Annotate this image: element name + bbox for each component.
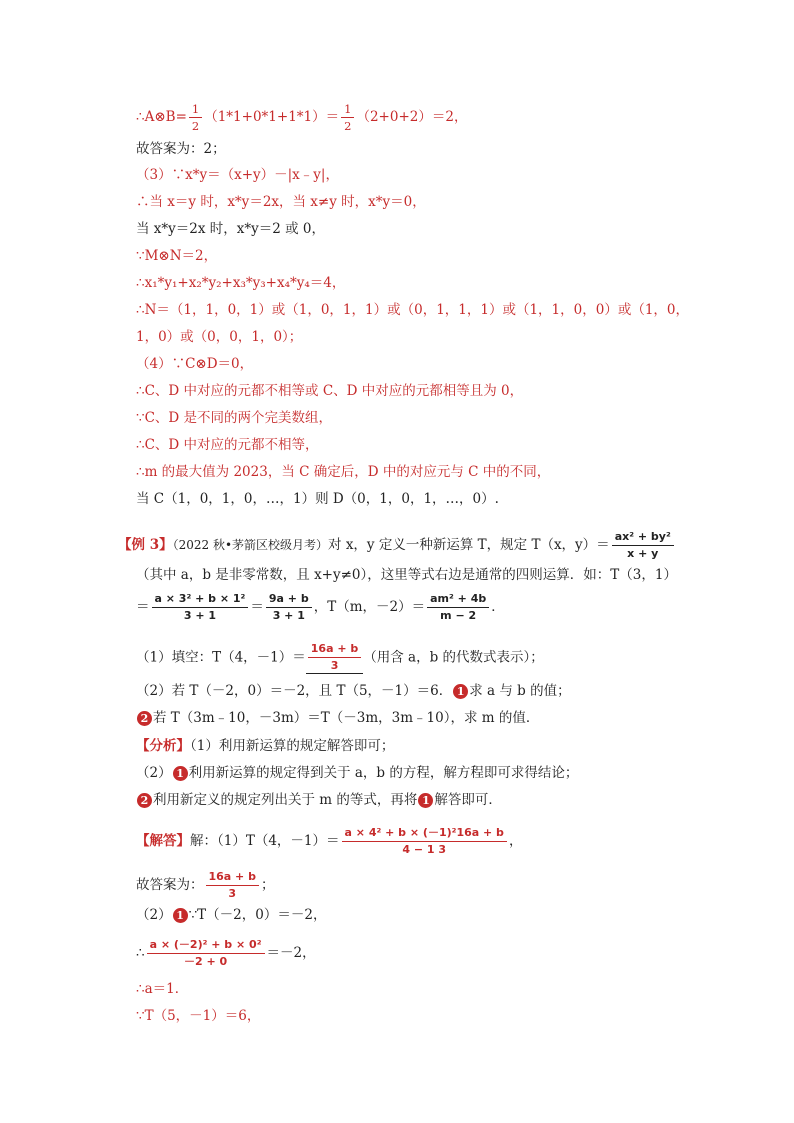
frac-den: 3 + 1 — [272, 609, 305, 622]
frac-num: 9a + b — [266, 592, 312, 608]
circled-one-icon: 1 — [418, 793, 433, 808]
frac-num: a × 3² + b × 1² — [152, 592, 249, 608]
solution-line: ∴C、D 中对应的元都不相等或 C、D 中对应的元都相等且为 0， — [136, 383, 524, 399]
example-text: 对 x，y 定义一种新运算 T，规定 T（x，y）＝ — [328, 537, 610, 553]
question-1 — [136, 642, 544, 674]
frac-den: 4 − 1 3 — [402, 843, 447, 856]
example-fraction — [152, 592, 249, 623]
analysis-line-1 — [136, 737, 394, 755]
solution-line-5: ∴a＝1． — [136, 981, 189, 997]
answer-line: 故答案为：2； — [136, 141, 226, 157]
text-segment: ＝ — [250, 599, 264, 615]
analysis-tag: 【分析】 — [136, 738, 190, 754]
solution-line: 1，0）或（0，0，1，0）； — [136, 329, 303, 345]
text-segment: （2）若 T（－2，0）＝－2，且 T（5，－1）＝6． — [136, 683, 453, 699]
text-segment: ∵T（－2，0）＝－2， — [188, 907, 327, 923]
example-source: （2022 秋•茅箭区校级月考） — [172, 538, 329, 552]
frac-den: 2 — [344, 119, 352, 133]
solution-line: ∴当 x＝y 时，x*y＝2x，当 x≠y 时，x*y＝0， — [136, 194, 426, 210]
circled-two-icon: 2 — [137, 711, 152, 726]
example-line-2: （其中 a，b 是非零常数，且 x+y≠0），这里等式右边是通常的四则运算．如：T（3，1） — [136, 567, 677, 583]
frac-num: 1 — [341, 102, 354, 118]
example-tag: 【例 3】 — [118, 537, 173, 553]
text-segment: 故答案为： — [136, 877, 204, 893]
example-fraction — [427, 592, 489, 623]
text-segment: （2+0+2）＝2， — [356, 109, 468, 125]
text-segment: （1）利用新运算的规定解答即可； — [190, 738, 395, 754]
solution-line: ∴m 的最大值为 2023，当 C 确定后，D 中的对应元与 C 中的不同， — [136, 464, 551, 480]
definition-fraction — [612, 530, 674, 561]
solution-line-3 — [136, 906, 326, 924]
text-segment: 解：（1）T（4，－1）＝ — [190, 833, 340, 849]
text-segment: 利用新定义的规定列出关于 m 的等式，再将 — [153, 792, 418, 808]
solution-line: 当 x*y＝2x 时，x*y＝2 或 0， — [136, 221, 326, 237]
analysis-line-2 — [136, 764, 578, 782]
example-fraction — [266, 592, 312, 623]
solution-fraction — [147, 938, 265, 969]
solution-tag: 【解答】 — [136, 833, 190, 849]
text-segment: ∴A⊗B= — [136, 109, 187, 125]
part4-line: （4）∵C⊗D＝0， — [136, 356, 254, 372]
answer-fraction — [206, 870, 259, 901]
text-segment: 求 a 与 b 的值； — [469, 683, 571, 699]
question-2b — [136, 709, 539, 727]
solution-line-1 — [136, 826, 522, 857]
frac-den: 2 — [191, 119, 200, 133]
solution-line: ∵M⊗N＝2， — [136, 248, 218, 264]
text-segment: 若 T（3m﹣10，－3m）＝T（－3m，3m﹣10），求 m 的值． — [153, 710, 540, 726]
solution-line: 当 C（1，0，1，0，…，1）则 D（0，1，0，1，…，0）. — [136, 491, 499, 507]
question-2 — [136, 682, 571, 700]
frac-num: 16a + b — [206, 870, 259, 886]
text-segment: ∴ — [136, 945, 145, 961]
text-segment: ＝ — [136, 599, 150, 615]
solution-line-2 — [136, 870, 274, 901]
text-segment: ＝－2， — [266, 945, 316, 961]
answer-fraction — [308, 642, 361, 673]
frac-num: a × (－2)² + b × 0² — [147, 938, 265, 954]
solution-line: ∴C、D 中对应的元都不相等， — [136, 437, 319, 453]
text-segment: ． — [491, 599, 505, 615]
text-segment: （1）填空：T（4，－1）＝ — [136, 649, 306, 666]
text-segment: ； — [260, 877, 275, 893]
circled-two-icon: 2 — [137, 793, 152, 808]
frac-num: 1 — [189, 102, 202, 118]
text-segment: （2） — [136, 765, 172, 781]
circled-one-icon: 1 — [173, 908, 188, 923]
solution-line-4 — [136, 938, 316, 969]
line-a-otimes-b — [136, 102, 467, 133]
text-segment: 解答即可． — [434, 792, 502, 808]
frac-den: 3 — [330, 659, 339, 672]
frac-den: m − 2 — [440, 609, 477, 622]
text-segment: （2） — [136, 907, 172, 923]
frac-den: －2 + 0 — [183, 955, 228, 968]
circled-one-icon: 1 — [453, 684, 468, 699]
fraction-half — [341, 102, 354, 133]
text-segment: ，T（m，－2）＝ — [313, 599, 426, 615]
text-segment: ， — [508, 833, 523, 849]
frac-num: a × 4² + b × (－1)²16a + b — [342, 826, 507, 842]
text-segment: （用含 a，b 的代数式表示）； — [363, 649, 544, 666]
frac-den: x + y — [627, 547, 659, 560]
solution-line: ∴x₁*y₁+x₂*y₂+x₃*y₃+x₄*y₄＝4， — [136, 275, 346, 291]
text-segment: 利用新运算的规定得到关于 a，b 的方程，解方程即可求得结论； — [188, 765, 579, 781]
example-line-3 — [136, 592, 505, 623]
analysis-line-3 — [136, 791, 502, 809]
part3-line: （3）∵x*y＝（x+y）－|x﹣y|， — [136, 167, 339, 183]
text-segment: （1*1+0*1+1*1）＝ — [204, 109, 340, 125]
fraction-half — [189, 102, 202, 133]
frac-num: am² + 4b — [427, 592, 489, 608]
frac-num: 16a + b — [308, 642, 361, 658]
answer-blank — [306, 642, 363, 674]
circled-one-icon: 1 — [173, 766, 188, 781]
solution-line: ∵C、D 是不同的两个完美数组， — [136, 410, 333, 426]
frac-den: 3 + 1 — [183, 609, 217, 622]
frac-den: 3 — [228, 887, 237, 900]
solution-line-6: ∵T（5，－1）＝6， — [136, 1008, 261, 1024]
solution-fraction — [342, 826, 507, 857]
frac-num: ax² + by² — [612, 530, 674, 546]
solution-line: ∴N＝（1，1，0，1）或（1，0，1，1）或（0，1，1，1）或（1，1，0，0）或（1，0， — [136, 302, 690, 318]
example-3-heading — [118, 530, 676, 561]
